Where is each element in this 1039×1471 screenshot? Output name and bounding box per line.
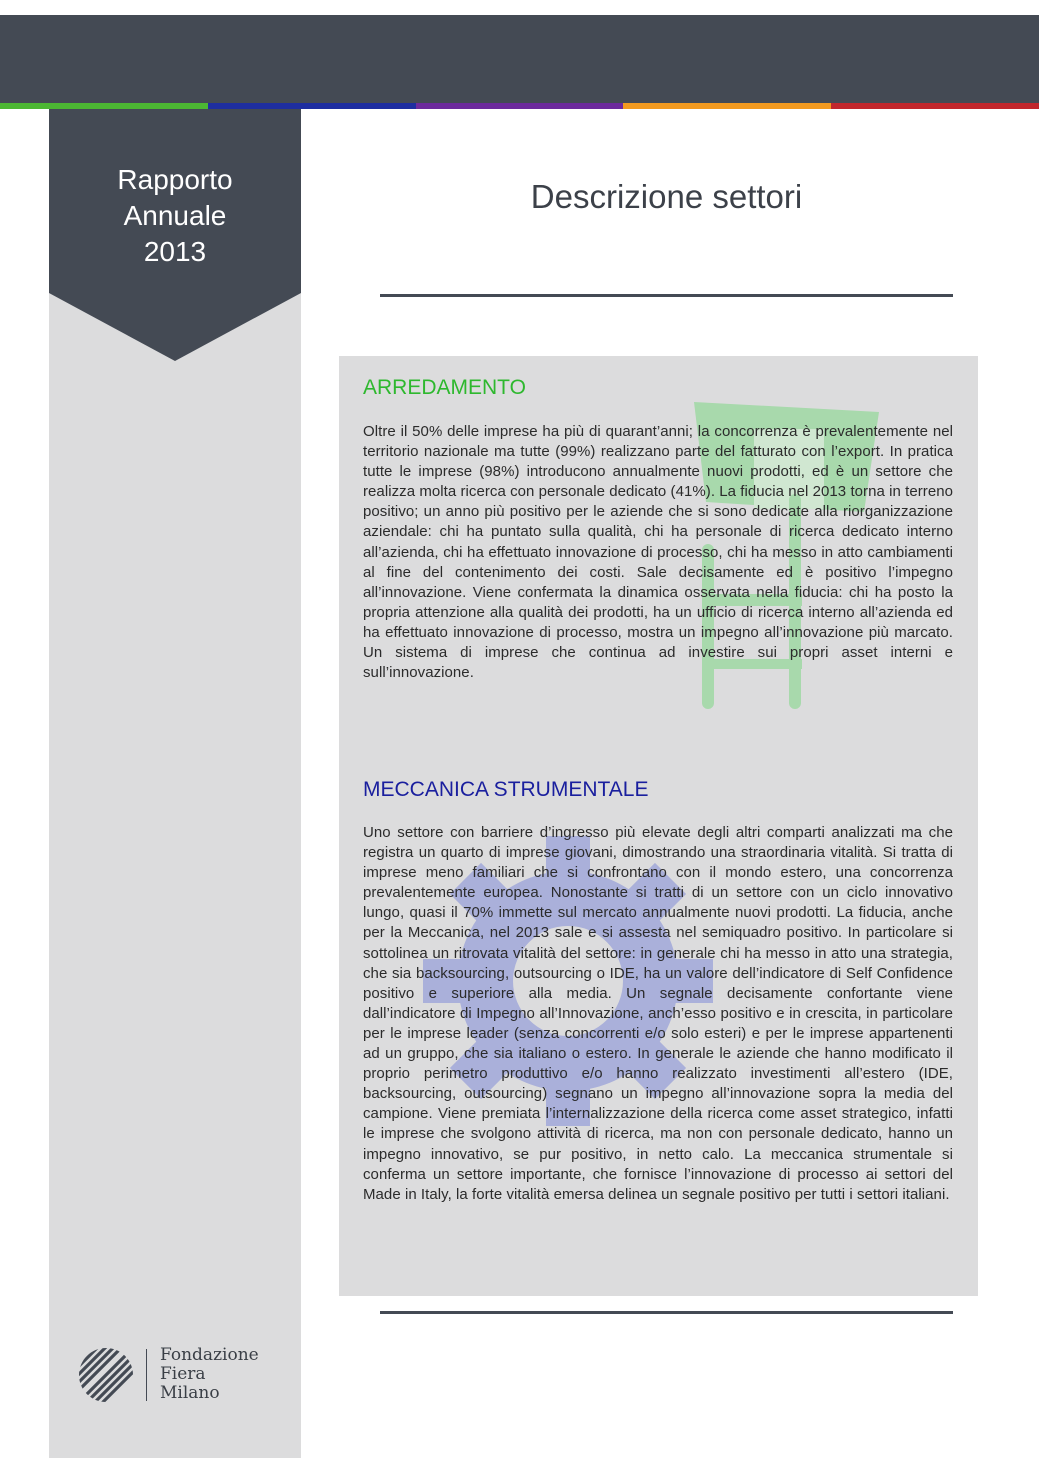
logo-mark-icon — [78, 1347, 134, 1403]
ribbon-line-1: Rapporto — [117, 164, 233, 195]
fondazione-fiera-milano-logo — [78, 1345, 278, 1405]
title-divider — [380, 294, 953, 297]
section-title-arredamento: ARREDAMENTO — [363, 376, 526, 399]
section-body-arredamento: Oltre il 50% delle imprese ha più di quarant’anni; la concorrenza è prevalentemente nel territorio nazionale ma tutte (99%) realizzano parte del fatturato con l’export. In pratica tutte le imprese (98%) introducono annualmente nuovi prodotti, ed è un settore che realizza molta ricerca con personale dedicato (41%). La fiducia nel 2013 torna in terreno positivo; un anno più positivo per le aziende che si sono dedicate alla riorganizzazione aziendale: chi ha puntato sulla qualità, chi ha personale di ricerca dedicato interno all’azienda, chi ha effettuato innovazione di processo, chi ha messo in atto cambiamenti al fine del contenimento dei costi. Sale decisamente ed è positivo l’impegno all’innovazione. Viene confermata la dinamica osservata nella fiducia: chi ha posto la propria attenzione alla qualità dei prodotti, ha un ufficio di ricerca interno all’azienda ed ha effettuato innovazione di processo, mostra un impegno all’innovazione più marcato. Un sistema di imprese che continua ad investire sui propri asset interni e sull’innovazione. — [363, 423, 953, 682]
logo-line-2: Fiera — [160, 1364, 206, 1384]
section-body-meccanica: Uno settore con barriere d’ingresso più elevate degli altri comparti analizzati ma che registra un quarto di imprese giovani, dimostrando una straordinaria vitalità. Si tratta di imprese meno familiari che si confrontano con il mondo estero, una concorrenza prevalentemente europea. Nonostante si tratti di un settore con un ciclo innovativo lungo, quasi il 70% immette sul mercato annualmente nuovi prodotti. La fiducia, anche per la Meccanica, nel 2013 sale e si assesta nel semiquadro positivo. In particolare si sottolinea un ritrovata vitalità del settore: in generale chi ha messo in atto una strategia, che sia backsourcing, outsourcing o IDE, ha un valore dell’indicatore di Self Confidence positivo e superiore alla media. Un segnale decisamente confortante viene dall’indicatore di Impegno all’Innovazione, anch’esso positivo e in crescita, in particolare per le imprese leader (senza concorrenti e/o solo esteri) e per le imprese appartenenti ad un gruppo, che sia italiano o estero. In generale le aziende che hanno modificato il proprio perimetro produttivo e/o hanno realizzato investimenti all’estero (IDE, backsourcing, outsourcing) segnano un impegno all’innovazione sopra la media del campione. Viene premiata l’internalizzazione della ricerca come asset strategico, infatti le imprese che svolgono attività di ricerca, ma non con personale dedicato, hanno un impegno innovativo, se pur positivo, in netto calo. La meccanica strumentale si conferma un settore importante, che fornisce l’innovazione di processo ai settori del Made in Italy, la forte vitalità emersa delinea un segnale positivo per tutti i settori italiani. — [363, 824, 953, 1203]
section-title-meccanica: MECCANICA STRUMENTALE — [363, 778, 649, 801]
stripe-orange — [623, 103, 831, 109]
page-title: Descrizione settori — [530, 178, 803, 215]
logo-divider — [146, 1349, 147, 1401]
report-ribbon-text — [49, 162, 301, 270]
logo-line-1: Fondazione — [160, 1345, 259, 1365]
logo-text — [160, 1346, 259, 1403]
logo-line-3: Milano — [160, 1383, 220, 1403]
ribbon-line-2: Annuale — [123, 200, 227, 231]
header-bar — [0, 15, 1039, 103]
stripe-purple — [416, 103, 624, 109]
ribbon-line-3: 2013 — [143, 236, 207, 267]
stripe-red — [831, 103, 1039, 109]
content-box — [339, 356, 978, 1296]
content-divider — [380, 1311, 953, 1314]
